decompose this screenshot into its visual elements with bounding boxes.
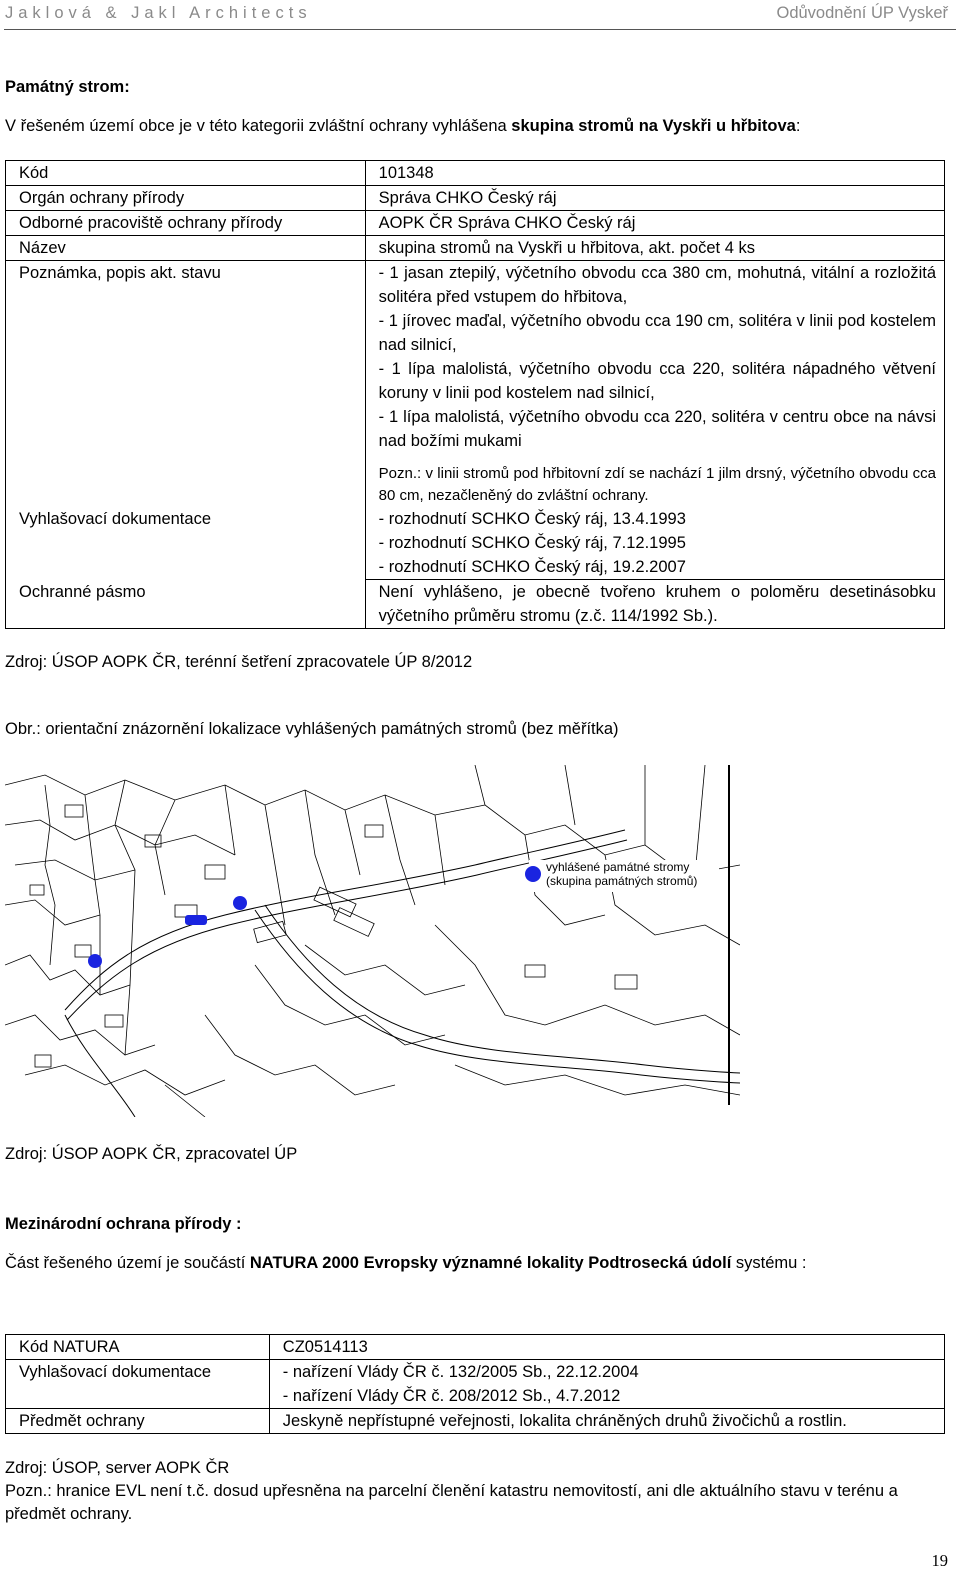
- natura-source: Zdroj: ÚSOP, server AOPK ČR: [5, 1459, 230, 1477]
- cell-value-tree-list: [365, 261, 944, 508]
- table-row: [6, 236, 945, 261]
- cell-label: Předmět ochrany: [6, 1409, 270, 1434]
- table-source: Zdroj: ÚSOP AOPK ČR, terénní šetření zpracovatele ÚP 8/2012: [5, 653, 473, 671]
- table-row: [6, 186, 945, 211]
- location-map: [5, 765, 740, 1117]
- list-item: - rozhodnutí SCHKO Český ráj, 19.2.2007: [378, 558, 686, 576]
- cell-value: Jeskyně nepřístupné veřejnosti, lokalita chráněných druhů živočichů a rostlin.: [269, 1409, 944, 1434]
- table-row: [6, 161, 945, 186]
- legend-label-2: (skupina památných stromů): [546, 874, 698, 888]
- intro-bold-text: skupina stromů na Vyskři u hřbitova: [511, 117, 796, 135]
- list-item: - nařízení Vlády ČR č. 132/2005 Sb., 22.12.2004: [282, 1363, 639, 1381]
- table-row: [6, 211, 945, 236]
- natura-table: [5, 1334, 945, 1434]
- cell-label: Kód: [6, 161, 366, 186]
- cell-value-documents: [365, 507, 944, 580]
- international-intro: [5, 1251, 940, 1275]
- cell-label: Kód NATURA: [6, 1335, 270, 1360]
- list-item: - rozhodnutí SCHKO Český ráj, 13.4.1993: [378, 510, 686, 528]
- table-row: [6, 1360, 945, 1409]
- note-text: : v linii stromů pod hřbitovní zdí se nachází 1 jilm drsný, výčetního obvodu cca 80 cm, nezačleněný do zvláštní ochrany.: [378, 465, 936, 504]
- tree-marker: [185, 915, 207, 925]
- cell-value: Není vyhlášeno, je obecně tvořeno kruhem o poloměru desetinásobku výčetního průměru stromu (z.č. 114/1992 Sb.).: [365, 580, 944, 629]
- cell-value: Správa CHKO Český ráj: [365, 186, 944, 211]
- list-item: - 1 jasan ztepilý, výčetního obvodu cca 380 cm, mohutná, vitální a rozložitá solitéra před vstupem do hřbitova,: [378, 264, 936, 306]
- cell-value: skupina stromů na Vyskři u hřbitova, akt. počet 4 ks: [365, 236, 944, 261]
- cell-value: AOPK ČR Správa CHKO Český ráj: [365, 211, 944, 236]
- table-row: [6, 580, 945, 629]
- note-paragraph: [379, 463, 936, 507]
- memorial-tree-intro: [5, 114, 945, 138]
- intro-text: V řešeném území obce je v této kategorii zvláštní ochrany vyhlášena: [5, 117, 512, 135]
- memorial-tree-table: [5, 160, 945, 629]
- intro-text: Část řešeného území je součástí: [5, 1254, 250, 1272]
- list-item: - rozhodnutí SCHKO Český ráj, 7.12.1995: [378, 534, 686, 552]
- cell-value-documents: [269, 1360, 944, 1409]
- table-row: [6, 1335, 945, 1360]
- list-item: - nařízení Vlády ČR č. 208/2012 Sb., 4.7.2012: [282, 1387, 621, 1405]
- table-row: [6, 1409, 945, 1434]
- header-document-title: Odůvodnění ÚP Vyskeř: [776, 4, 948, 22]
- cell-label: Ochranné pásmo: [6, 580, 366, 629]
- list-item: - 1 lípa malolistá, výčetního obvodu cca 220, solitéra v centru obce na návsi nad božími mukami: [378, 408, 936, 450]
- legend-marker-icon: [525, 866, 541, 882]
- header-company: Jaklová & Jakl Architects: [5, 4, 312, 22]
- page-number: 19: [931, 1551, 948, 1570]
- cell-label: Vyhlašovací dokumentace: [6, 507, 366, 580]
- table-row: [6, 261, 945, 508]
- caption-label: Obr.: [5, 720, 37, 738]
- header-divider: [4, 29, 956, 30]
- cell-label: Název: [6, 236, 366, 261]
- map-drawing: [5, 765, 740, 1117]
- natura-note: Pozn.: hranice EVL není t.č. dosud upřesněna na parcelní členění katastru nemovitostí, ani dle aktuálního stavu v terénu a předmět ochrany.: [5, 1482, 898, 1523]
- figure-caption: [5, 720, 619, 739]
- cell-value: CZ0514113: [269, 1335, 944, 1360]
- intro-bold-text: NATURA 2000 Evropsky významné lokality Podtrosecká údolí: [249, 1254, 732, 1272]
- cell-label: Poznámka, popis akt. stavu: [6, 261, 366, 508]
- cell-label: Odborné pracoviště ochrany přírody: [6, 211, 366, 236]
- tree-marker: [233, 896, 247, 910]
- caption-text: : orientační znázornění lokalizace vyhlášených památných stromů (bez měřítka): [36, 720, 619, 738]
- note-label: Pozn.: [378, 465, 417, 482]
- tree-marker: [88, 954, 102, 968]
- intro-suffix: :: [795, 117, 801, 135]
- list-item: - 1 jírovec maďal, výčetního obvodu cca 190 cm, solitéra v linii pod kostelem nad silnicí,: [378, 312, 936, 354]
- section-title-memorial-tree: Památný strom:: [5, 78, 130, 96]
- section-title-international: Mezinárodní ochrana přírody :: [5, 1215, 242, 1233]
- legend-label-1: vyhlášené památné stromy: [546, 860, 690, 874]
- cell-value: 101348: [365, 161, 944, 186]
- list-item: - 1 lípa malolistá, výčetního obvodu cca 220, solitéra nápadného větvení koruny v linii pod kostelem nad silnicí,: [378, 360, 936, 402]
- table-row: [6, 507, 945, 580]
- figure-source: Zdroj: ÚSOP AOPK ČR, zpracovatel ÚP: [5, 1145, 298, 1163]
- intro-suffix: systému :: [731, 1254, 807, 1272]
- cell-label: Vyhlašovací dokumentace: [6, 1360, 270, 1409]
- cell-label: Orgán ochrany přírody: [6, 186, 366, 211]
